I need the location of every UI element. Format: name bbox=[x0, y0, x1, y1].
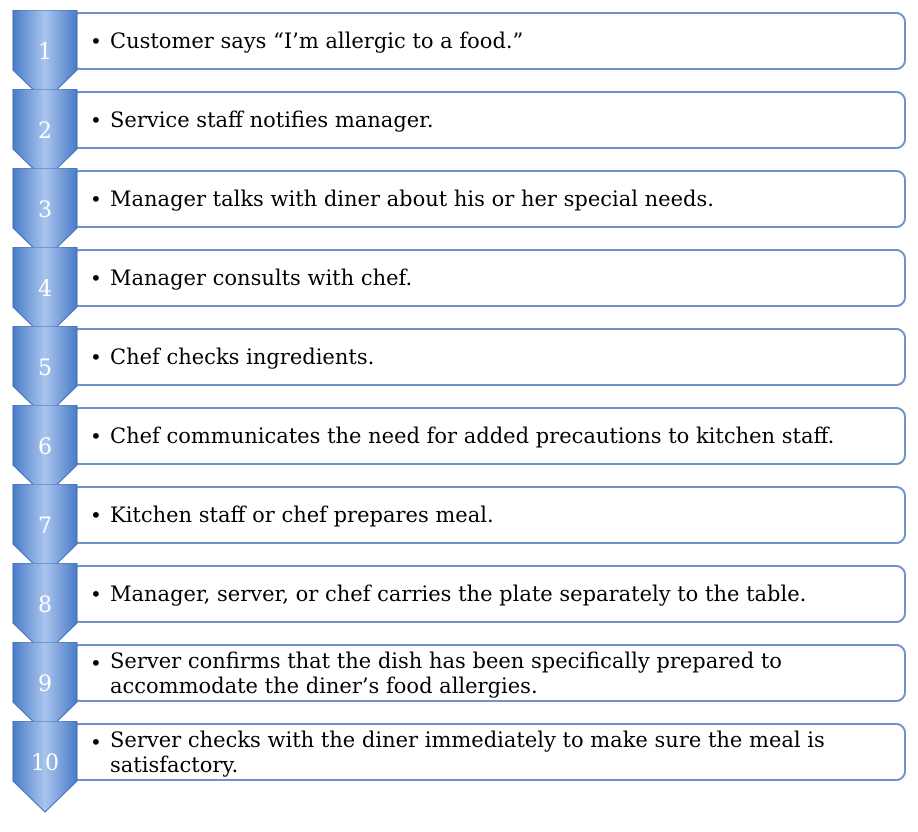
bullet-icon: • bbox=[90, 345, 102, 369]
step-box bbox=[70, 407, 906, 465]
bullet-icon: • bbox=[90, 266, 102, 290]
step-text: Manager, server, or chef carries the plate separately to the table. bbox=[110, 581, 807, 606]
step-text: Server checks with the diner immediately to make sure the meal is satisfactory. bbox=[110, 728, 825, 777]
bullet-icon: • bbox=[90, 582, 102, 606]
bullet-icon: • bbox=[90, 424, 102, 448]
step-text: Manager consults with chef. bbox=[110, 265, 413, 290]
step-number: 9 bbox=[38, 672, 52, 697]
step-box bbox=[70, 644, 906, 702]
step-number: 6 bbox=[38, 435, 52, 460]
step-box bbox=[70, 91, 906, 149]
process-step bbox=[0, 711, 918, 806]
bullet-icon: • bbox=[90, 651, 102, 675]
bullet-icon: • bbox=[90, 108, 102, 132]
step-text: Chef communicates the need for added precautions to kitchen staff. bbox=[110, 423, 835, 448]
bullet-icon: • bbox=[90, 730, 102, 754]
step-text: Service staff notifies manager. bbox=[110, 107, 434, 132]
step-text: Server confirms that the dish has been specifically prepared to accommodate the diner’s food allergies. bbox=[110, 649, 782, 698]
step-number: 8 bbox=[38, 593, 52, 618]
step-number: 2 bbox=[38, 119, 52, 144]
bullet-icon: • bbox=[90, 503, 102, 527]
step-number: 1 bbox=[38, 40, 52, 65]
step-number: 5 bbox=[38, 356, 52, 381]
step-number: 7 bbox=[38, 514, 52, 539]
step-box bbox=[70, 723, 906, 781]
step-box bbox=[70, 12, 906, 70]
step-number: 3 bbox=[38, 198, 52, 223]
step-box bbox=[70, 249, 906, 307]
step-box bbox=[70, 328, 906, 386]
step-box bbox=[70, 565, 906, 623]
step-box bbox=[70, 170, 906, 228]
step-text: Manager talks with diner about his or her special needs. bbox=[110, 186, 714, 211]
step-number: 10 bbox=[31, 751, 59, 776]
step-number: 4 bbox=[38, 277, 52, 302]
bullet-icon: • bbox=[90, 29, 102, 53]
step-text: Customer says “I’m allergic to a food.” bbox=[110, 28, 524, 53]
step-text: Chef checks ingredients. bbox=[110, 344, 375, 369]
bullet-icon: • bbox=[90, 187, 102, 211]
step-text: Kitchen staff or chef prepares meal. bbox=[110, 502, 494, 527]
step-box bbox=[70, 486, 906, 544]
